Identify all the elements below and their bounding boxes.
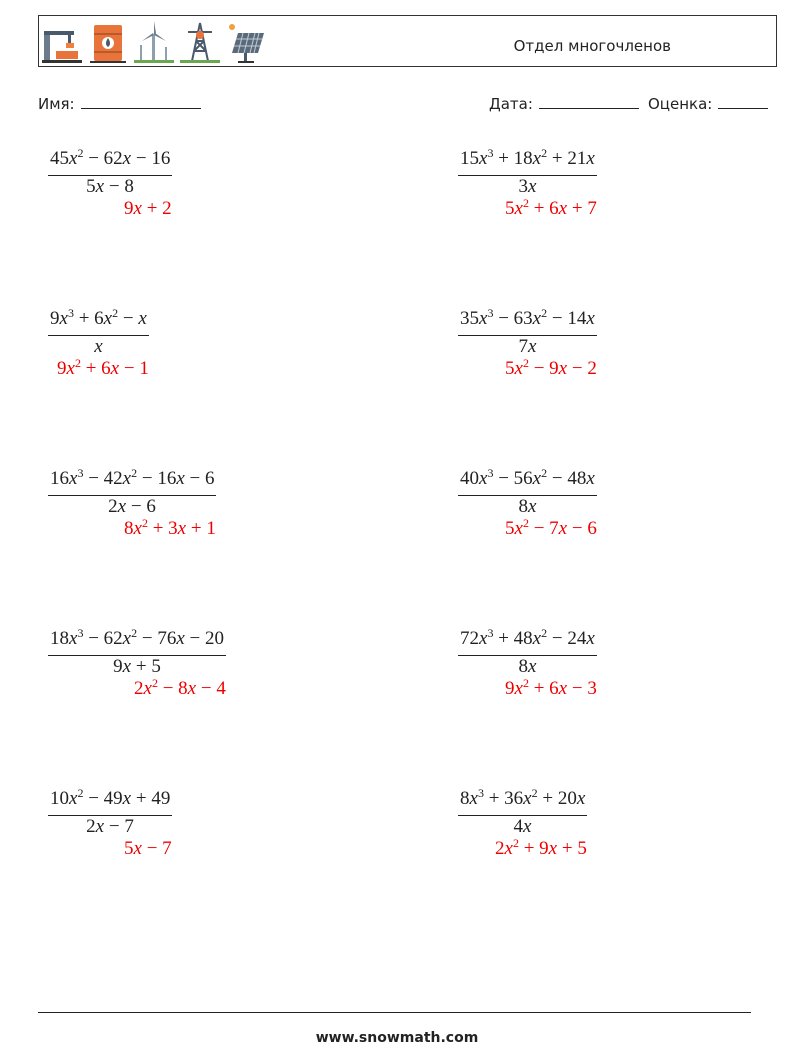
- denominator: 3x: [518, 176, 537, 197]
- grade-label: Оценка:: [648, 95, 713, 113]
- oil-barrel-icon: [88, 21, 128, 65]
- worksheet-header: [38, 15, 777, 67]
- denominator: 8x: [518, 496, 537, 517]
- denominator: x: [94, 336, 103, 357]
- numerator: $18x^3 - 62x^2 - 76x - 20$: [50, 626, 224, 649]
- denominator: 2x − 7: [86, 816, 134, 837]
- numerator: $10x^2 - 49x + 49$: [50, 786, 171, 809]
- numerator: $72x^3 + 48x^2 - 24x$: [460, 626, 595, 649]
- oil-rig-icon: [42, 21, 82, 65]
- answer: 9x + 2: [124, 198, 172, 219]
- date-field: [489, 94, 639, 113]
- wind-turbines-icon: [134, 21, 174, 65]
- grade-blank: [718, 94, 768, 109]
- date-blank: [539, 94, 639, 109]
- numerator: $35x^3 - 63x^2 - 14x$: [460, 306, 595, 329]
- header-icons: [42, 19, 266, 65]
- power-tower-icon: [180, 21, 220, 65]
- numerator: $40x^3 - 56x^2 - 48x$: [460, 466, 595, 489]
- denominator: 4x: [513, 816, 532, 837]
- answer: $5x^2 - 9x - 2$: [505, 356, 597, 379]
- answer: $5x^2 - 7x - 6$: [505, 516, 597, 539]
- numerator: $8x^3 + 36x^2 + 20x$: [460, 786, 586, 809]
- answer: $2x^2 + 9x + 5$: [495, 836, 587, 859]
- answer: $9x^2 + 6x - 3$: [505, 676, 597, 699]
- numerator: $9x^3 + 6x^2 - x$: [50, 306, 147, 329]
- denominator: 7x: [518, 336, 537, 357]
- name-blank: [81, 94, 201, 109]
- answer: $5x^2 + 6x + 7$: [505, 196, 597, 219]
- footer-divider: [38, 1012, 751, 1013]
- name-label: Имя:: [38, 95, 75, 113]
- grade-field: [648, 94, 768, 113]
- worksheet-title: Отдел многочленов: [513, 37, 671, 55]
- answer: $2x^2 - 8x - 4$: [134, 676, 226, 699]
- answer: $8x^2 + 3x + 1$: [124, 516, 216, 539]
- answer: 5x − 7: [124, 838, 172, 859]
- numerator: $15x^3 + 18x^2 + 21x$: [460, 146, 595, 169]
- answer: $9x^2 + 6x - 1$: [57, 356, 149, 379]
- solar-panel-icon: [226, 21, 266, 65]
- date-label: Дата:: [489, 95, 533, 113]
- numerator: $16x^3 - 42x^2 - 16x - 6$: [50, 466, 215, 489]
- name-field: [38, 94, 201, 113]
- footer-url: www.snowmath.com: [315, 1030, 479, 1046]
- numerator: $45x^2 - 62x - 16$: [50, 146, 171, 169]
- denominator: 9x + 5: [113, 656, 161, 677]
- denominator: 8x: [518, 656, 537, 677]
- denominator: 5x − 8: [86, 176, 134, 197]
- denominator: 2x − 6: [108, 496, 156, 517]
